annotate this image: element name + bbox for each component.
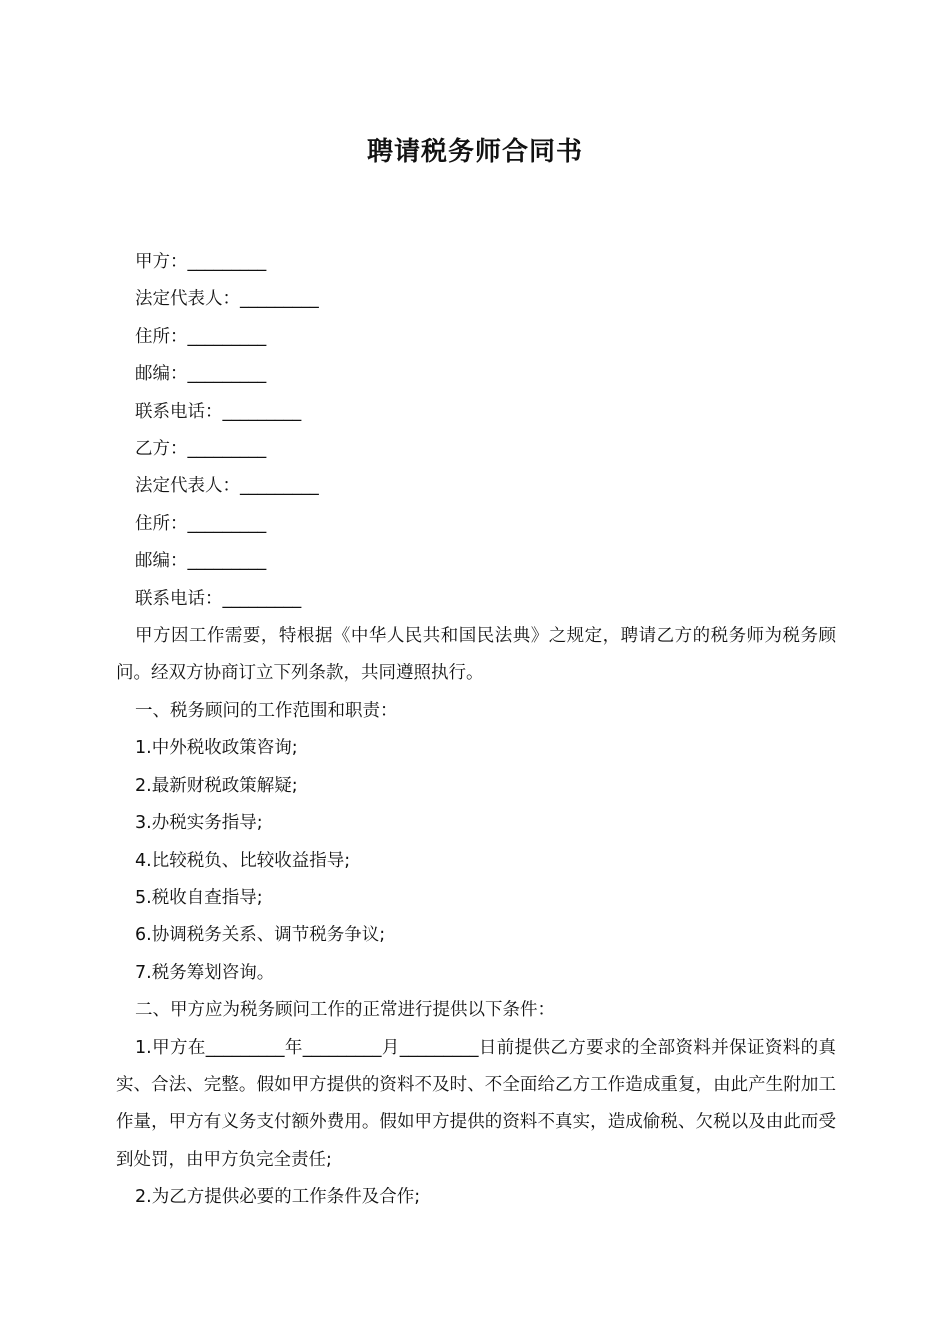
- party-a-field: 甲方：_________: [135, 252, 267, 272]
- section1-heading: 一、税务顾问的工作范围和职责：: [135, 700, 398, 721]
- section2-heading: 二、甲方应为税务顾问工作的正常进行提供以下条件：: [135, 1000, 555, 1021]
- party-a-phone-field: 联系电话：_________: [135, 401, 302, 422]
- document-title: 聘请税务师合同书: [366, 137, 583, 167]
- section1-item: 2.最新财税政策解疑;: [135, 775, 298, 796]
- party-b-field: 乙方：_________: [135, 439, 267, 460]
- section2-item1-paragraph: 1.甲方在_________年_________月_________日前提供乙方要求的全部资料并保证资料的真实、合法、完整。假如甲方提供的资料不及时、不全面给乙方工作造成重复，由此产生附加工作量，甲方有义务支付额外费用。假如甲方提供的资料不真实，造成偷税、欠税以及由此而受到处罚，由甲方负完全责任;: [116, 1037, 836, 1170]
- party-b-phone-field: 联系电话：_________: [135, 588, 302, 609]
- party-a-postcode-field: 邮编：_________: [135, 364, 267, 385]
- party-a-representative-field: 法定代表人：_________: [135, 289, 319, 310]
- section1-item: 1.中外税收政策咨询;: [135, 738, 298, 759]
- section1-item: 7.税务筹划咨询。: [135, 962, 275, 983]
- section1-item: 3.办税实务指导;: [135, 813, 263, 834]
- section1-item: 4.比较税负、比较收益指导;: [135, 850, 351, 871]
- party-b-representative-field: 法定代表人：_________: [135, 476, 319, 497]
- section1-item: 6.协调税务关系、调节税务争议;: [135, 925, 386, 946]
- section2-item2: 2.为乙方提供必要的工作条件及合作;: [135, 1187, 421, 1208]
- party-b-postcode-field: 邮编：_________: [135, 551, 267, 572]
- party-b-address-field: 住所：_________: [135, 513, 267, 534]
- intro-paragraph: 甲方因工作需要，特根据《中华人民共和国民法典》之规定，聘请乙方的税务师为税务顾问。经双方协商订立下列条款，共同遵照执行。: [116, 626, 836, 684]
- section1-item: 5.税收自查指导;: [135, 887, 263, 908]
- document-body: [116, 244, 836, 1217]
- party-a-address-field: 住所：_________: [135, 326, 267, 347]
